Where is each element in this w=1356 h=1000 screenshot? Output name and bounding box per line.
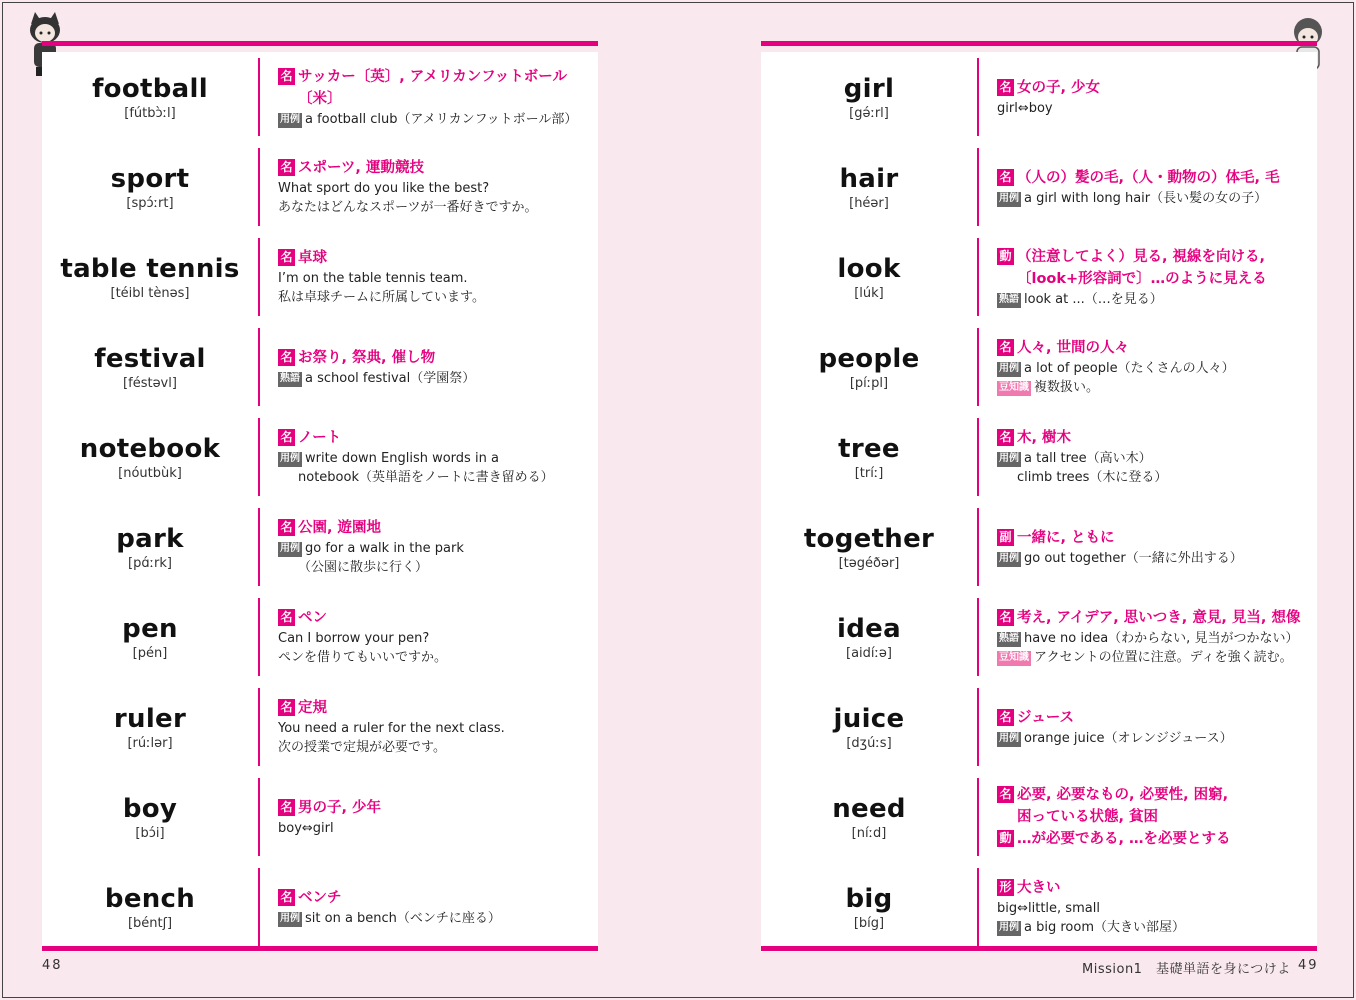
headword-column — [761, 232, 977, 322]
column-divider — [258, 868, 260, 946]
line-text: スポーツ, 運動競技 — [298, 160, 424, 176]
pronunciation: [lúk] — [854, 285, 884, 301]
line-text: 困っている状態, 貧困 — [1017, 809, 1159, 825]
column-divider — [258, 238, 260, 316]
definition-column — [278, 862, 594, 952]
example-line — [278, 719, 594, 738]
column-divider — [258, 328, 260, 406]
column-divider — [977, 238, 979, 316]
column-divider — [258, 418, 260, 496]
example-line — [997, 629, 1313, 648]
line-text: Can I borrow your pen? — [278, 631, 430, 646]
tip-badge: 豆知識 — [997, 381, 1031, 396]
pronunciation: [féstəvl] — [123, 375, 177, 391]
definition-column — [997, 142, 1313, 232]
part-of-speech-badge: 名 — [997, 169, 1014, 186]
example-line — [278, 369, 594, 388]
vocab-entry — [761, 862, 1317, 952]
meaning-line — [997, 77, 1313, 99]
line-text: ペンを借りてもいいですか。 — [278, 650, 448, 665]
headword: football — [92, 73, 208, 104]
definition-column — [997, 232, 1313, 322]
part-of-speech-badge: 名 — [278, 159, 295, 176]
usage-badge: 用例 — [997, 552, 1021, 567]
part-of-speech-badge: 名 — [278, 68, 295, 85]
meaning-line — [278, 697, 594, 719]
example-line — [997, 449, 1313, 468]
example-line — [278, 909, 594, 928]
vocab-entry — [761, 52, 1317, 142]
headword: together — [803, 523, 935, 554]
line-text: （注意してよく）見る, 視線を向ける, — [1017, 248, 1266, 265]
meaning-line — [997, 828, 1313, 850]
headword: notebook — [79, 433, 221, 464]
line-text: a big room（大きい部屋） — [1024, 920, 1185, 935]
line-text: notebook（英単語をノートに書き留める） — [298, 470, 554, 485]
headword: hair — [839, 163, 899, 194]
line-text: a football club（アメリカンフットボール部） — [305, 111, 578, 127]
pronunciation: [aidíːə] — [846, 645, 892, 661]
definition-column — [997, 412, 1313, 502]
example-line — [278, 198, 594, 217]
example-line — [278, 179, 594, 198]
line-text: 人々, 世間の人々 — [1017, 340, 1130, 356]
pronunciation: [dʒúːs] — [846, 735, 892, 751]
part-of-speech-badge: 名 — [278, 609, 295, 626]
definition-column — [278, 322, 594, 412]
part-of-speech-badge: 名 — [278, 799, 295, 816]
example-line — [278, 269, 594, 288]
part-of-speech-badge: 名 — [997, 339, 1014, 356]
headword: idea — [837, 613, 901, 644]
line-text: （人の）髪の毛,（人・動物の）体毛, 毛 — [1017, 169, 1280, 186]
column-divider — [977, 58, 979, 136]
line-text: a tall tree（高い木） — [1024, 451, 1152, 466]
page-number-left: 48 — [42, 958, 63, 973]
example-line — [278, 738, 594, 757]
part-of-speech-badge: 動 — [997, 248, 1014, 265]
vocab-entry — [761, 772, 1317, 862]
vocab-entry — [761, 682, 1317, 772]
line-text: go out together（一緒に外出する） — [1024, 550, 1243, 566]
line-text: 公園, 遊園地 — [298, 520, 382, 536]
definition-column — [278, 142, 594, 232]
headword: park — [116, 523, 184, 554]
definition-column — [278, 232, 594, 322]
headword: tree — [838, 433, 900, 464]
meaning-line — [997, 246, 1313, 268]
top-rule — [42, 41, 598, 46]
headword-column — [761, 502, 977, 592]
line-text: I’m on the table tennis team. — [278, 271, 468, 286]
line-text: 〔米〕 — [298, 90, 342, 107]
vocab-entry — [42, 682, 598, 772]
example-line — [278, 288, 594, 307]
headword-column — [42, 52, 258, 142]
line-text: 男の子, 少年 — [298, 799, 382, 816]
vocab-entry — [42, 592, 598, 682]
meaning-line — [997, 268, 1313, 290]
meaning-line — [997, 806, 1313, 828]
headword-column — [761, 592, 977, 682]
line-text: 女の子, 少女 — [1017, 79, 1101, 96]
definition-column — [997, 322, 1313, 412]
definition-column — [278, 502, 594, 592]
example-line — [997, 549, 1313, 568]
pronunciation: [bɔ́i] — [135, 825, 165, 841]
definition-column — [997, 52, 1313, 142]
usage-badge: 用例 — [997, 452, 1021, 467]
headword: pen — [122, 613, 178, 644]
line-text: 私は卓球チームに所属しています。 — [278, 290, 485, 305]
headword: big — [845, 883, 893, 914]
meaning-line — [278, 347, 594, 369]
line-text: 一緒に, ともに — [1017, 529, 1115, 546]
meaning-line — [997, 707, 1313, 729]
usage-badge: 熟語 — [997, 293, 1021, 308]
pronunciation: [níːd] — [851, 825, 887, 841]
headword-column — [761, 772, 977, 862]
line-text: big⇔little, small — [997, 901, 1100, 916]
headword-column — [42, 592, 258, 682]
meaning-line — [278, 427, 594, 449]
column-divider — [977, 598, 979, 676]
example-line — [278, 819, 594, 838]
line-text: 〔look+形容詞で〕…のように見える — [1017, 270, 1267, 287]
example-line — [278, 558, 594, 577]
headword-column — [42, 412, 258, 502]
part-of-speech-badge: 形 — [997, 879, 1014, 896]
column-divider — [977, 778, 979, 856]
headword: bench — [104, 883, 196, 914]
line-text: アクセントの位置に注意。ディを強く読む。 — [1034, 650, 1293, 665]
headword: look — [837, 253, 901, 284]
line-text: …が必要である, …を必要とする — [1017, 831, 1231, 847]
column-divider — [977, 328, 979, 406]
line-text: （公園に散歩に行く） — [298, 560, 429, 575]
pronunciation: [téibl tènəs] — [110, 285, 190, 301]
pronunciation: [píːpl] — [849, 375, 889, 391]
vocab-entry — [42, 772, 598, 862]
vocab-entry — [42, 142, 598, 232]
bottom-rule — [42, 946, 598, 951]
headword-column — [42, 772, 258, 862]
meaning-line — [278, 607, 594, 629]
column-divider — [977, 508, 979, 586]
usage-badge: 用例 — [278, 452, 302, 467]
part-of-speech-badge: 名 — [278, 519, 295, 536]
column-divider — [977, 868, 979, 946]
vocab-entry — [42, 52, 598, 142]
running-head: Mission1 基礎単語を身につけよ — [1082, 962, 1291, 977]
meaning-line — [997, 427, 1313, 449]
line-text: あなたはどんなスポーツが一番好きですか。 — [278, 200, 538, 215]
vocab-entry — [761, 142, 1317, 232]
part-of-speech-badge: 名 — [997, 709, 1014, 726]
example-line — [997, 189, 1313, 208]
example-line — [997, 290, 1313, 309]
example-line — [278, 648, 594, 667]
example-line — [997, 899, 1313, 918]
line-text: 大きい — [1017, 880, 1061, 896]
line-text: お祭り, 祭典, 催し物 — [298, 349, 436, 366]
page-number-right: 49 — [1298, 958, 1319, 973]
part-of-speech-badge: 名 — [278, 349, 295, 366]
part-of-speech-badge: 副 — [997, 529, 1014, 546]
bottom-rule — [761, 946, 1317, 951]
column-divider — [258, 598, 260, 676]
vocab-entry — [761, 592, 1317, 682]
headword-column — [761, 682, 977, 772]
column-divider — [977, 688, 979, 766]
headword: need — [832, 793, 906, 824]
definition-column — [278, 772, 594, 862]
example-line — [278, 539, 594, 558]
line-text: 木, 樹木 — [1017, 430, 1072, 446]
meaning-line — [278, 797, 594, 819]
line-text: look at ...（…を見る） — [1024, 291, 1163, 307]
headword: table tennis — [60, 253, 240, 284]
example-line — [278, 629, 594, 648]
example-line — [278, 468, 594, 487]
line-text: a school festival（学園祭） — [305, 370, 476, 386]
usage-badge: 用例 — [997, 192, 1021, 207]
pronunciation: [tríː] — [854, 465, 884, 481]
pronunciation: [fútbɔ̀ːl] — [124, 105, 176, 121]
usage-badge: 熟語 — [278, 372, 302, 387]
line-text: sit on a bench（ベンチに座る） — [305, 910, 501, 926]
usage-badge: 用例 — [278, 113, 302, 128]
meaning-line — [997, 607, 1313, 629]
headword-column — [42, 142, 258, 232]
line-text: orange juice（オレンジジュース） — [1024, 730, 1233, 746]
line-text: You need a ruler for the next class. — [278, 721, 505, 736]
usage-badge: 用例 — [278, 912, 302, 927]
headword: festival — [94, 343, 206, 374]
headword: girl — [843, 73, 895, 104]
part-of-speech-badge: 名 — [278, 429, 295, 446]
line-text: 必要, 必要なもの, 必要性, 困窮, — [1017, 787, 1229, 803]
vocab-entry — [42, 412, 598, 502]
headword-column — [761, 52, 977, 142]
meaning-line — [278, 66, 594, 88]
tip-badge: 豆知識 — [997, 651, 1031, 666]
usage-badge: 熟語 — [997, 632, 1021, 647]
pronunciation: [pɑ́ːrk] — [128, 555, 172, 571]
tip-line — [997, 648, 1313, 667]
line-text: サッカー〔英〕, アメリカンフットボール — [298, 68, 567, 85]
definition-column — [278, 592, 594, 682]
part-of-speech-badge: 名 — [997, 609, 1014, 626]
headword-column — [42, 322, 258, 412]
line-text: ノート — [298, 430, 342, 446]
usage-badge: 用例 — [997, 732, 1021, 747]
meaning-line — [278, 88, 594, 110]
headword: sport — [110, 163, 190, 194]
line-text: a girl with long hair（長い髪の女の子） — [1024, 190, 1268, 206]
pronunciation: [bíg] — [853, 915, 885, 931]
column-divider — [258, 148, 260, 226]
line-text: What sport do you like the best? — [278, 181, 490, 196]
vocab-entry — [42, 232, 598, 322]
definition-column — [997, 592, 1313, 682]
vocab-entry — [761, 502, 1317, 592]
example-line — [278, 449, 594, 468]
definition-column — [278, 412, 594, 502]
meaning-line — [997, 784, 1313, 806]
tip-line — [997, 378, 1313, 397]
vocab-entry — [42, 322, 598, 412]
line-text: ペン — [298, 610, 327, 626]
line-text: 定規 — [298, 700, 327, 716]
pronunciation: [spɔ́ːrt] — [126, 195, 174, 211]
line-text: girl⇔boy — [997, 100, 1053, 116]
example-line — [997, 99, 1313, 118]
headword: boy — [122, 793, 178, 824]
line-text: 卓球 — [298, 250, 327, 266]
definition-column — [997, 862, 1313, 952]
usage-badge: 用例 — [997, 921, 1021, 936]
column-divider — [977, 418, 979, 496]
headword-column — [761, 862, 977, 952]
line-text: climb trees（木に登る） — [1017, 470, 1168, 485]
vocab-entry — [761, 412, 1317, 502]
headword: ruler — [113, 703, 187, 734]
meaning-line — [278, 157, 594, 179]
definition-column — [997, 772, 1313, 862]
part-of-speech-badge: 名 — [997, 79, 1014, 96]
column-divider — [258, 778, 260, 856]
line-text: a lot of people（たくさんの人々） — [1024, 361, 1235, 376]
part-of-speech-badge: 名 — [278, 699, 295, 716]
line-text: 次の授業で定規が必要です。 — [278, 740, 446, 755]
pronunciation: [təgéðər] — [838, 555, 900, 571]
top-rule — [761, 41, 1317, 46]
meaning-line — [997, 877, 1313, 899]
pronunciation: [béntʃ] — [127, 915, 173, 931]
line-text: 複数扱い。 — [1034, 380, 1100, 395]
meaning-line — [997, 527, 1313, 549]
part-of-speech-badge: 動 — [997, 830, 1014, 847]
line-text: ジュース — [1017, 709, 1074, 726]
part-of-speech-badge: 名 — [997, 429, 1014, 446]
definition-column — [278, 682, 594, 772]
column-divider — [977, 148, 979, 226]
example-line — [997, 359, 1313, 378]
meaning-line — [278, 887, 594, 909]
column-divider — [258, 508, 260, 586]
pronunciation: [rúːlər] — [127, 735, 173, 751]
usage-badge: 用例 — [278, 542, 302, 557]
headword-column — [761, 412, 977, 502]
definition-column — [278, 52, 594, 142]
line-text: boy⇔girl — [278, 820, 334, 836]
vocab-entry — [42, 502, 598, 592]
vocab-entry — [761, 232, 1317, 322]
part-of-speech-badge: 名 — [278, 249, 295, 266]
meaning-line — [278, 517, 594, 539]
definition-column — [997, 682, 1313, 772]
example-line — [997, 918, 1313, 937]
pronunciation: [gə́ːrl] — [849, 105, 889, 121]
line-text: go for a walk in the park — [305, 541, 464, 556]
headword: people — [818, 343, 920, 374]
pronunciation: [pén] — [132, 645, 168, 661]
meaning-line — [997, 337, 1313, 359]
part-of-speech-badge: 名 — [997, 786, 1014, 803]
column-divider — [258, 58, 260, 136]
meaning-line — [278, 247, 594, 269]
line-text: 考え, アイデア, 思いつき, 意見, 見当, 想像 — [1017, 610, 1301, 626]
pronunciation: [héər] — [849, 195, 889, 211]
headword-column — [42, 682, 258, 772]
headword-column — [761, 322, 977, 412]
definition-column — [997, 502, 1313, 592]
line-text: ベンチ — [298, 889, 342, 906]
example-line — [997, 729, 1313, 748]
column-divider — [258, 688, 260, 766]
part-of-speech-badge: 名 — [278, 889, 295, 906]
usage-badge: 用例 — [997, 362, 1021, 377]
example-line — [997, 468, 1313, 487]
headword: juice — [833, 703, 905, 734]
example-line — [278, 110, 594, 129]
meaning-line — [997, 167, 1313, 189]
pronunciation: [nóutbùk] — [118, 465, 182, 481]
vocab-entry — [761, 322, 1317, 412]
headword-column — [42, 862, 258, 952]
line-text: write down English words in a — [305, 451, 499, 466]
line-text: have no idea（わからない, 見当がつかない） — [1024, 631, 1299, 646]
headword-column — [42, 502, 258, 592]
headword-column — [761, 142, 977, 232]
vocab-entry — [42, 862, 598, 952]
headword-column — [42, 232, 258, 322]
